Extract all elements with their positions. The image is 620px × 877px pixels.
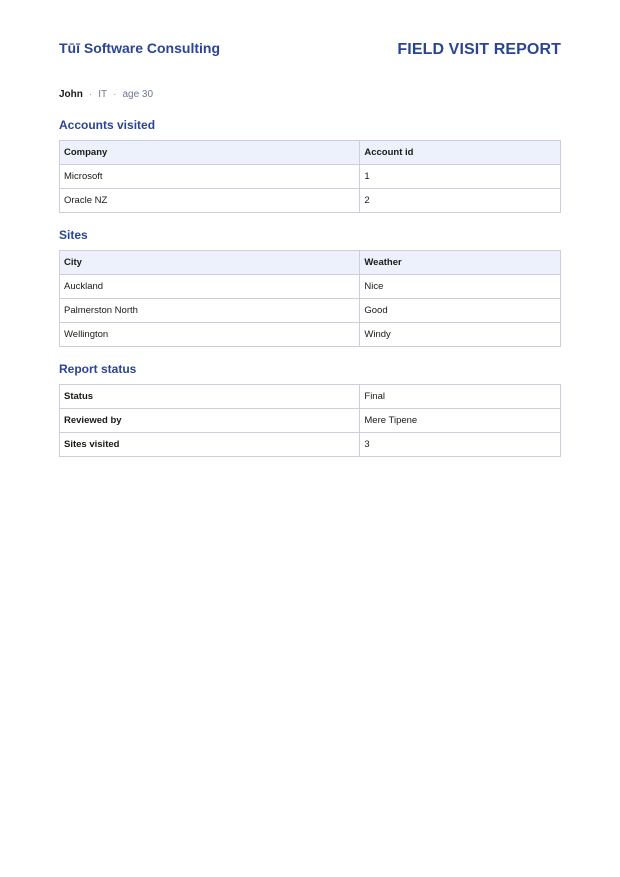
sites-visited-value: 3	[360, 433, 561, 457]
reviewed-by-value: Mere Tipene	[360, 409, 561, 433]
city-cell: Auckland	[60, 275, 360, 299]
person-age: age 30	[122, 89, 154, 100]
column-header-city: City	[60, 251, 360, 275]
report-status-table	[59, 384, 561, 457]
account-id-cell: 2	[360, 189, 561, 213]
column-header-company: Company	[60, 141, 360, 165]
person-name: John	[59, 89, 83, 100]
report-header	[59, 38, 561, 86]
weather-cell: Nice	[360, 275, 561, 299]
table-row	[60, 299, 561, 323]
account-id-cell: 1	[360, 165, 561, 189]
column-header-weather: Weather	[360, 251, 561, 275]
separator-dot: ·	[88, 89, 93, 100]
accounts-table	[59, 140, 561, 213]
company-name: Tūī Software Consulting	[59, 40, 220, 56]
accounts-heading: Accounts visited	[59, 118, 156, 132]
table-row	[60, 275, 561, 299]
sites-heading: Sites	[59, 228, 88, 242]
table-row	[60, 323, 561, 347]
table-row	[60, 385, 561, 409]
weather-cell: Good	[360, 299, 561, 323]
sites-visited-label: Sites visited	[60, 433, 360, 457]
company-cell: Microsoft	[60, 165, 360, 189]
weather-cell: Windy	[360, 323, 561, 347]
status-label: Status	[60, 385, 360, 409]
table-row	[60, 409, 561, 433]
person-summary	[59, 87, 561, 103]
company-cell: Oracle NZ	[60, 189, 360, 213]
table-header-row	[60, 251, 561, 275]
column-header-account-id: Account id	[360, 141, 561, 165]
table-row	[60, 433, 561, 457]
table-row	[60, 189, 561, 213]
reviewed-by-label: Reviewed by	[60, 409, 360, 433]
table-row	[60, 165, 561, 189]
status-value: Final	[360, 385, 561, 409]
person-department: IT	[98, 89, 108, 100]
report-title: FIELD VISIT REPORT	[397, 41, 561, 58]
city-cell: Wellington	[60, 323, 360, 347]
separator-dot: ·	[113, 89, 117, 100]
report-status-heading: Report status	[59, 362, 137, 376]
table-header-row	[60, 141, 561, 165]
city-cell: Palmerston North	[60, 299, 360, 323]
sites-table	[59, 250, 561, 347]
